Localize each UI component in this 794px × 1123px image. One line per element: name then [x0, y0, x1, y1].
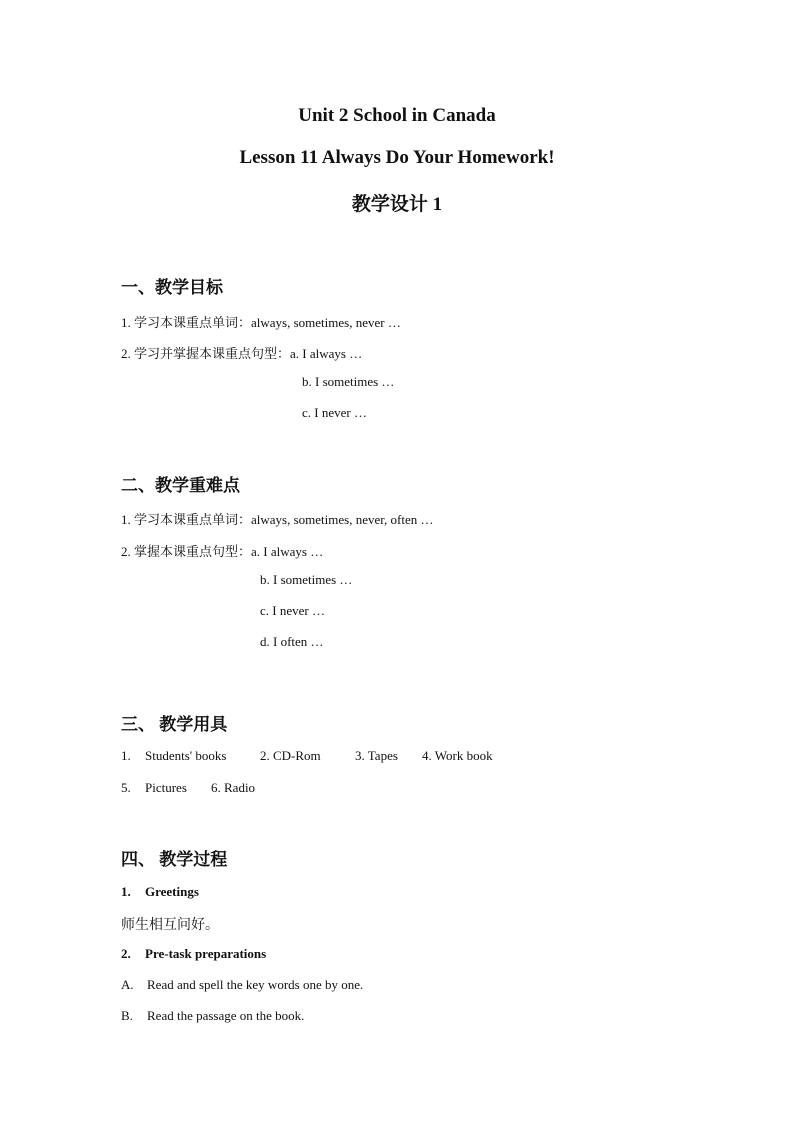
- tool-radio: 6. Radio: [211, 780, 256, 795]
- tool-5-num: 5.: [121, 780, 131, 795]
- lesson-title: Lesson 11 Always Do Your Homework!: [239, 147, 555, 168]
- tool-cd-rom: 2. CD-Rom: [260, 748, 321, 763]
- section1-heading: 一、教学目标: [121, 278, 223, 297]
- section2-item-2: 2. 掌握本课重点句型：a. I always …: [121, 544, 324, 559]
- section2-sub-c: c. I never …: [260, 603, 325, 618]
- step2-number: 2.: [121, 946, 131, 961]
- section3-heading: 三、 教学用具: [121, 715, 228, 734]
- step1-text: 师生相互问好。: [121, 918, 219, 933]
- design-title: 教学设计 1: [351, 194, 443, 215]
- tool-work-book: 4. Work book: [422, 748, 493, 763]
- section4-heading: 四、 教学过程: [121, 850, 228, 869]
- section2-sub-d: d. I often …: [260, 634, 324, 649]
- item-a-letter: A.: [121, 977, 134, 992]
- document-title: Unit 2 School in Canada: [298, 105, 496, 126]
- tool-1-num: 1.: [121, 748, 131, 763]
- tool-tapes: 3. Tapes: [355, 748, 398, 763]
- step1-label: Greetings: [145, 884, 199, 899]
- item-b-text: Read the passage on the book.: [147, 1008, 305, 1023]
- section1-sub-c: c. I never …: [302, 405, 367, 420]
- section2-item-1: 1. 学习本课重点单词：always, sometimes, never, often …: [121, 512, 434, 527]
- section2-heading: 二、教学重难点: [121, 476, 240, 495]
- section2-sub-b: b. I sometimes …: [260, 572, 353, 587]
- step1-number: 1.: [121, 884, 131, 899]
- step2-label: Pre-task preparations: [145, 946, 267, 961]
- tool-students-books: Students' books: [145, 748, 227, 763]
- section1-item-1: 1. 学习本课重点单词：always, sometimes, never …: [121, 315, 401, 330]
- tool-pictures: Pictures: [145, 780, 187, 795]
- item-a-text: Read and spell the key words one by one.: [147, 977, 364, 992]
- section1-sub-b: b. I sometimes …: [302, 374, 395, 389]
- section1-item-2: 2. 学习并掌握本课重点句型：a. I always …: [121, 346, 363, 361]
- item-b-letter: B.: [121, 1008, 133, 1023]
